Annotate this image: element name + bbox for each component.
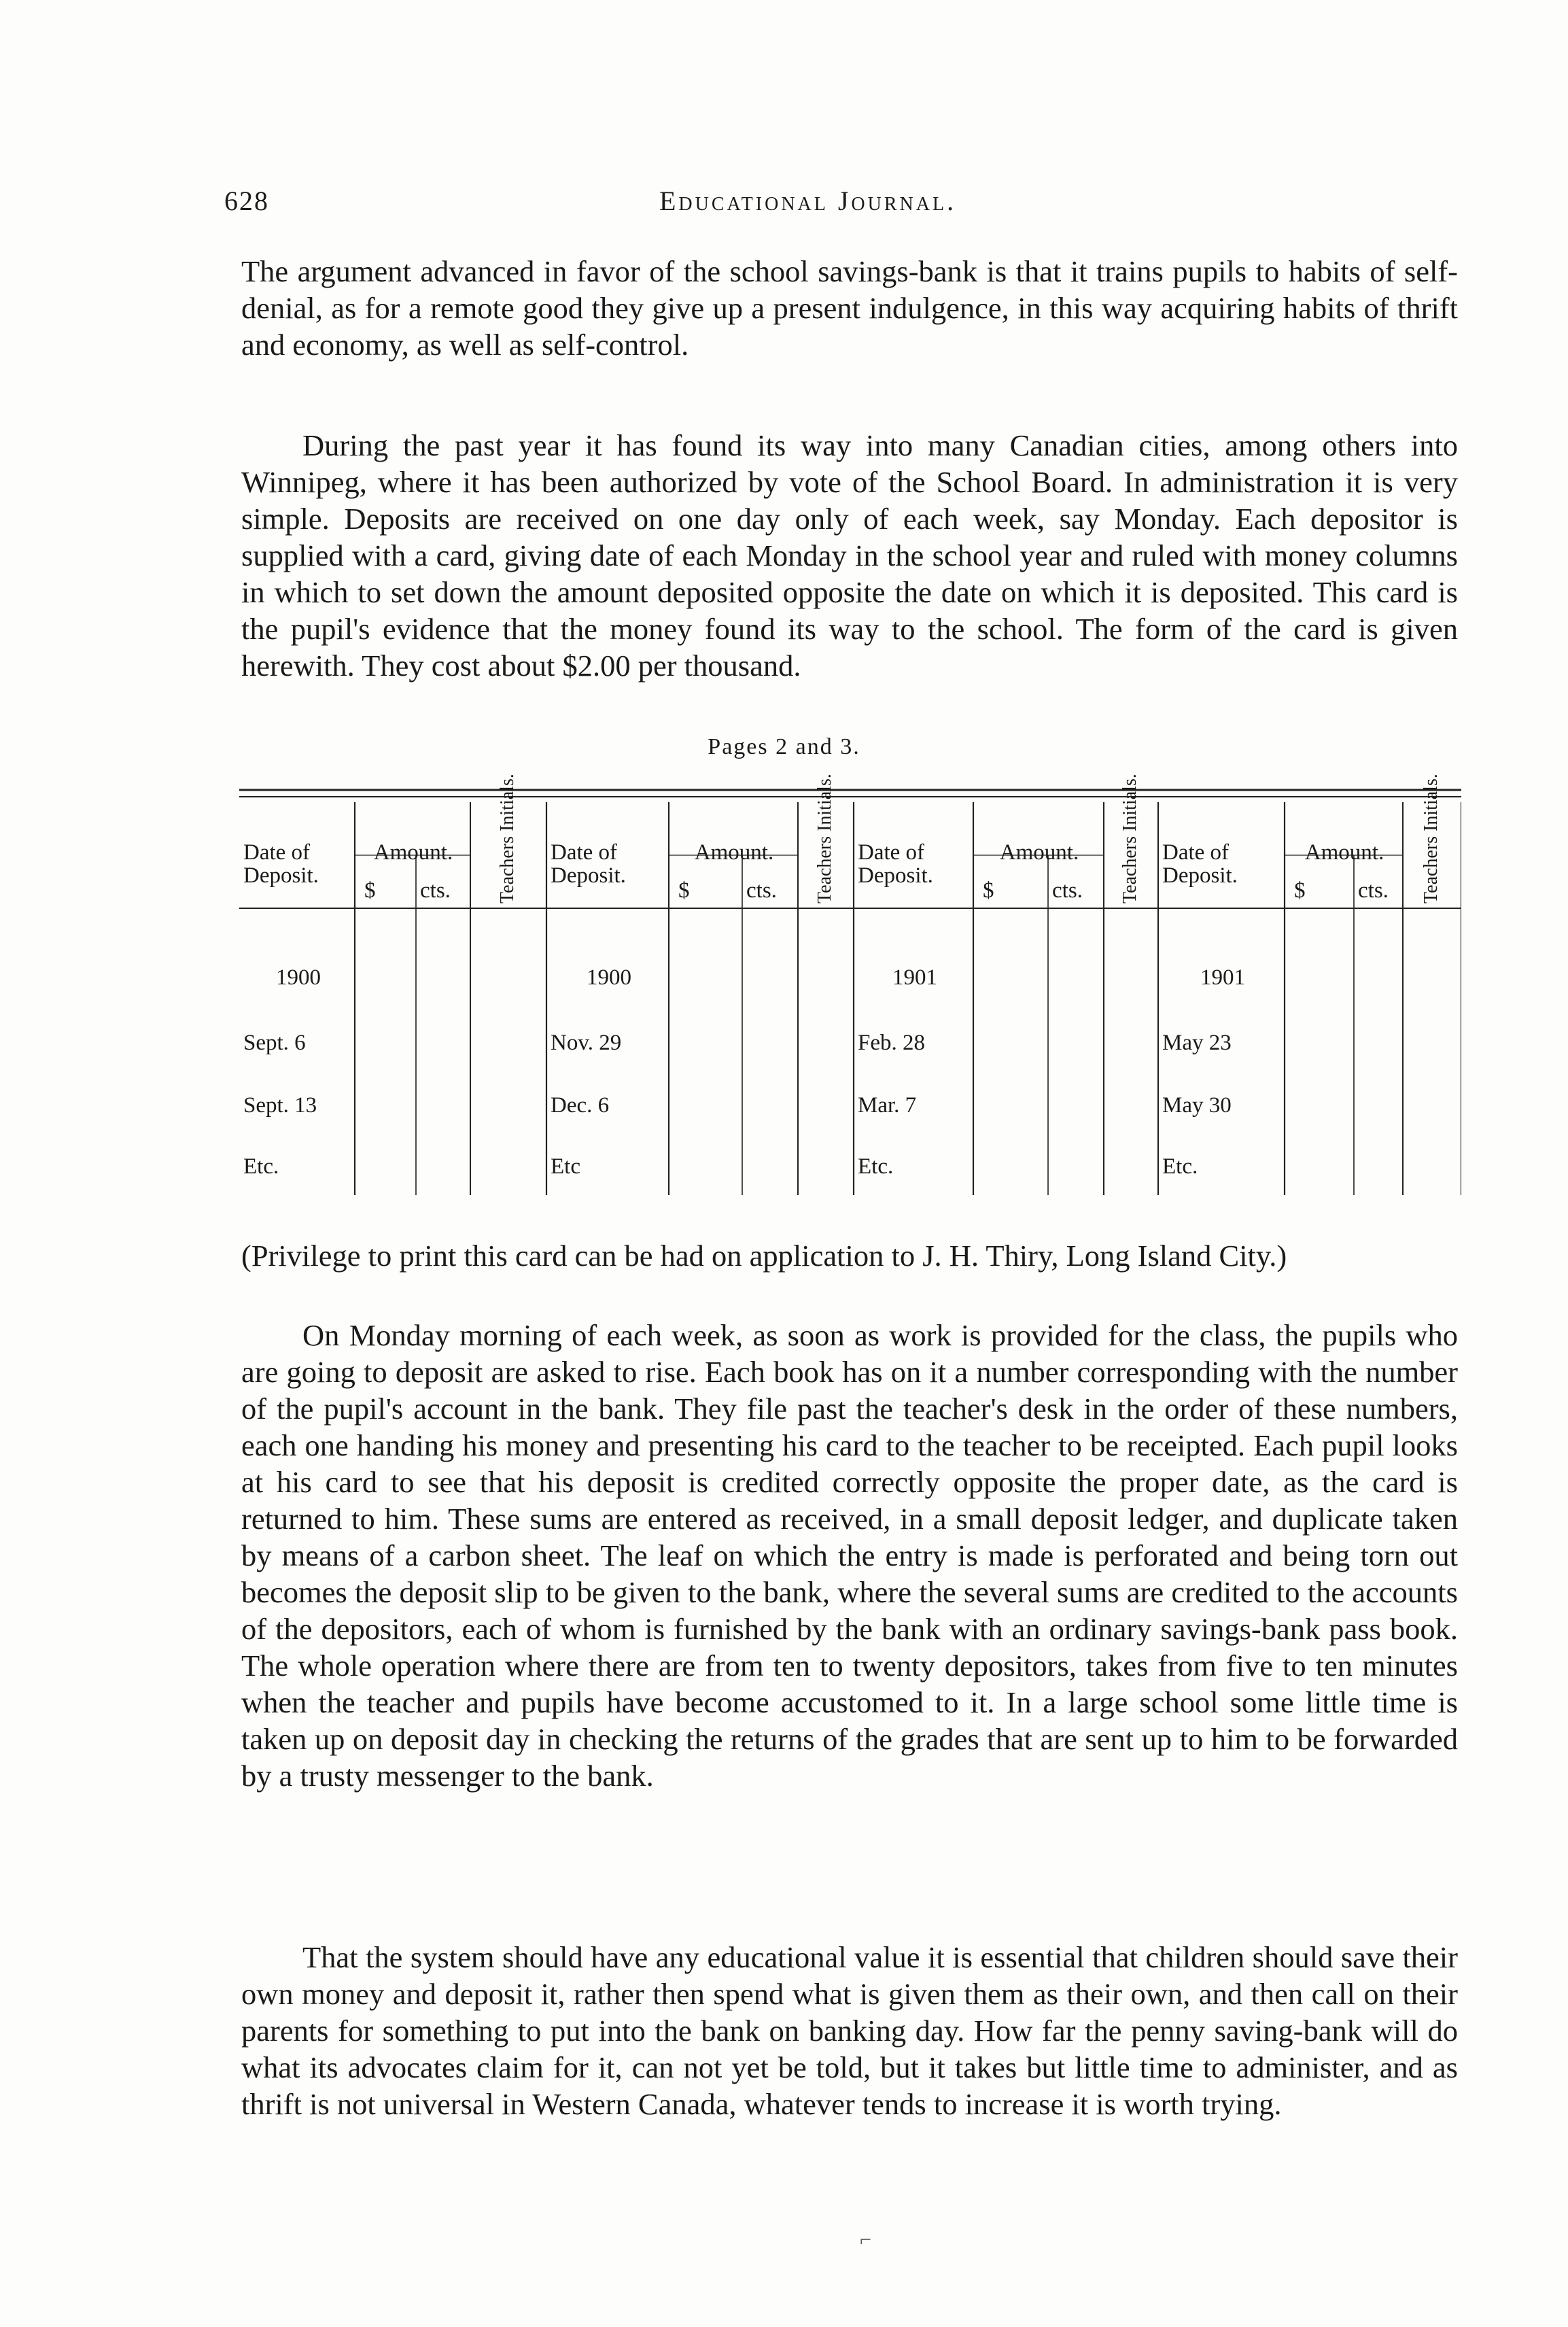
header-deposit: Deposit. (1162, 863, 1238, 888)
card-date-row: Sept. 13 (243, 1093, 317, 1118)
card-date-row: Nov. 29 (551, 1031, 622, 1055)
header-teachers-initials: Teachers Initials. (1119, 774, 1140, 903)
header-amount: Amount. (694, 840, 774, 865)
card-date-row: Sept. 6 (243, 1031, 306, 1055)
running-head (224, 185, 1448, 226)
header-date-of: Date of (858, 840, 925, 865)
stray-ink-mark: ⌐ (860, 2228, 871, 2251)
header-dollars: $ (1294, 878, 1306, 903)
card-year: 1900 (276, 965, 321, 990)
journal-title: Educational Journal. (659, 186, 957, 216)
header-teachers-initials: Teachers Initials. (1421, 774, 1442, 903)
header-amount: Amount. (1304, 840, 1384, 865)
header-dollars: $ (364, 878, 376, 903)
header-cents: cts. (746, 878, 777, 903)
paragraph-winnipeg: During the past year it has found its way into many Canadian cities, among others into Winnipeg, where it has been authorized by vote of the School Board. In administration it is very simple. Deposits are received on one day only of each week, say Monday. Each depositor is supplied with a card, giving date of each Monday in the school year and ruled with money columns in which to set down the amount deposited opposite the date on which it is deposited. This card is the pupil's evidence that the money found its way to the school. The form of the card is given herewith. They cost about $2.00 per thousand. (241, 428, 1458, 683)
card-date-row: Dec. 6 (551, 1093, 610, 1118)
page-number: 628 (224, 186, 269, 216)
card-date-row: Etc. (858, 1154, 894, 1179)
card-date-row: Feb. 28 (858, 1031, 925, 1055)
header-deposit: Deposit. (858, 863, 933, 888)
card-date-row: May 23 (1162, 1031, 1232, 1055)
header-teachers-initials: Teachers Initials. (814, 774, 835, 903)
header-amount: Amount. (999, 840, 1079, 865)
header-amount: Amount. (373, 840, 453, 865)
card-year: 1901 (1200, 965, 1245, 990)
paragraph-procedure: On Monday morning of each week, as soon as work is provided for the class, the pupils who are going to deposit are asked to rise. Each book has on it a number corresponding with the number of the pupil's account in the bank. They file past the teacher's desk in the order of these numbers, each one handing his money and presenting his card to the teacher to be receipted. Each pupil looks at his card to see that his deposit is credited correctly opposite the proper date, as the card is returned to him. These sums are entered as received, in a small deposit ledger, and duplicate taken by means of a carbon sheet. The leaf on which the entry is made is perforated and being torn out becomes the deposit slip to be given to the bank, where the several sums are credited to the accounts of the depositors, each of whom is furnished by the bank with an ordinary savings-bank pass book. The whole operation where there are from ten to twenty depositors, takes from five to ten minutes when the teacher and pupils have become accustomed to it. In a large school some little time is taken up on deposit day in checking the returns of the grades that are sent up to him to be forwarded by a trusty messenger to the bank. (241, 1318, 1458, 1793)
card-date-row: Mar. 7 (858, 1093, 917, 1118)
card-year: 1901 (892, 965, 937, 990)
paragraph-intro: The argument advanced in favor of the school savings-bank is that it trains pupils to habits of self-denial, as for a remote good they give up a present indulgence, in this way acquiring habits of thrift and economy, as well as self-control. (241, 254, 1458, 362)
header-date-of: Date of (551, 840, 618, 865)
card-pages-label: Pages 2 and 3. (708, 734, 860, 759)
paragraph-value: That the system should have any educational value it is essential that children should save their own money and deposit it, rather then spend what is given them as their own, and then call on their parents for something to put into the bank on banking day. How far the penny saving-bank will do what its advocates claim for it, can not yet be told, but it takes but little time to administer, and as thrift is not universal in Western Canada, whatever tends to increase it is worth trying. (241, 1940, 1458, 2121)
header-cents: cts. (420, 878, 451, 903)
header-dollars: $ (678, 878, 690, 903)
header-deposit: Deposit. (551, 863, 626, 888)
privilege-note: (Privilege to print this card can be had on application to J. H. Thiry, Long Island City.) (241, 1239, 1287, 1273)
header-date-of: Date of (1162, 840, 1230, 865)
card-date-row: Etc. (1162, 1154, 1198, 1179)
header-date-of: Date of (243, 840, 311, 865)
header-deposit: Deposit. (243, 863, 319, 888)
deposit-card-form (239, 774, 1461, 1216)
header-cents: cts. (1358, 878, 1389, 903)
card-year: 1900 (587, 965, 631, 990)
header-teachers-initials: Teachers Initials. (497, 774, 518, 903)
header-dollars: $ (983, 878, 994, 903)
header-cents: cts. (1052, 878, 1083, 903)
card-date-row: Etc. (243, 1154, 279, 1179)
card-date-row: Etc (551, 1154, 580, 1179)
card-date-row: May 30 (1162, 1093, 1232, 1118)
